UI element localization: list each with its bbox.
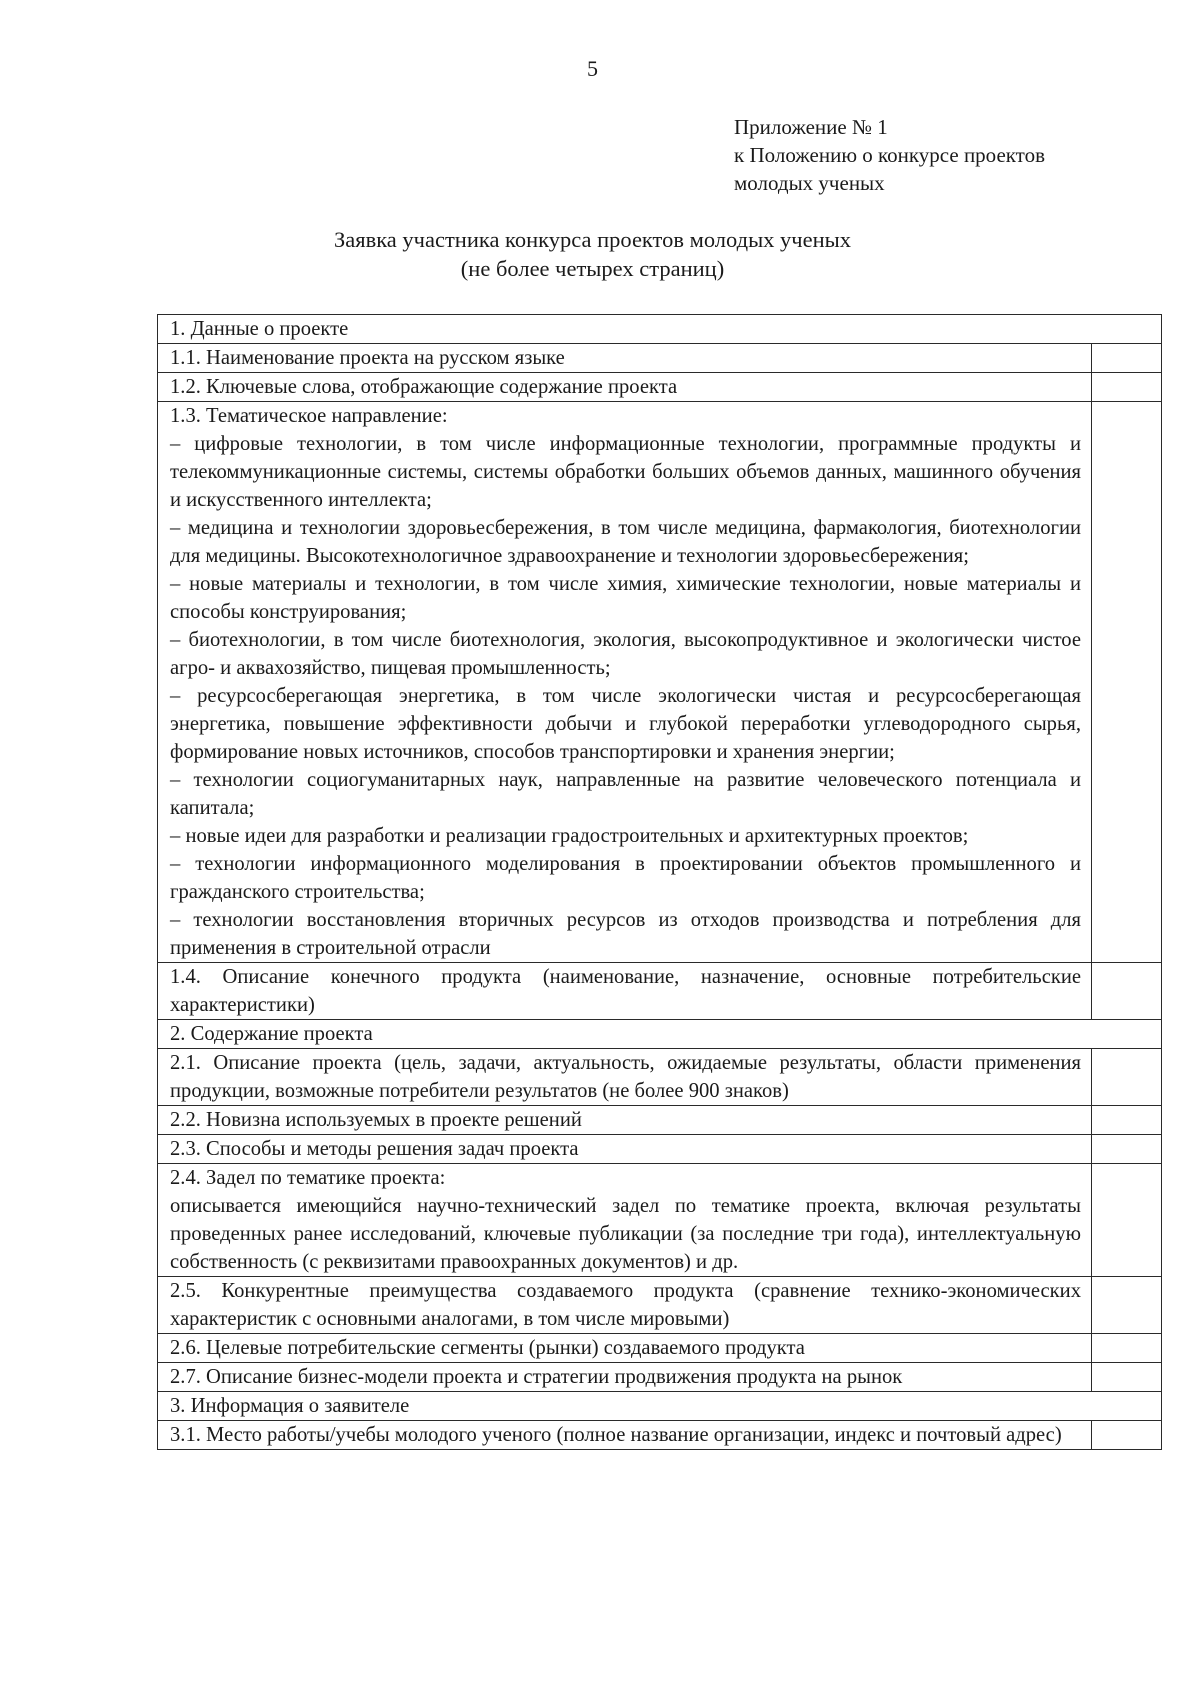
- row-1-2-label: 1.2. Ключевые слова, отображающие содержание проекта: [158, 373, 1092, 402]
- row-1-2-value[interactable]: [1092, 373, 1162, 402]
- table-row: [158, 402, 1162, 963]
- table-row: [158, 1049, 1162, 1106]
- thematic-item-7: – новые идеи для разработки и реализации градостроительных и архитектурных проектов;: [170, 825, 969, 847]
- row-1-1-label: 1.1. Наименование проекта на русском языке: [158, 344, 1092, 373]
- row-2-7-label: 2.7. Описание бизнес-модели проекта и стратегии продвижения продукта на рынок: [158, 1363, 1092, 1392]
- row-2-3-value[interactable]: [1092, 1135, 1162, 1164]
- appendix-line-3: молодых ученых: [734, 171, 885, 195]
- thematic-item-4: – биотехнологии, в том числе биотехнология, экология, высокопродуктивное и экологически чистое агро- и аквахозяйство, пищевая промышленность;: [170, 629, 1081, 679]
- backlog-description: описывается имеющийся научно-технический задел по тематике проекта, включая результаты проведенных ранее исследований, ключевые публикации (за последние три года), интеллектуальную собственность (с реквизитами правоохранных документов) и др.: [170, 1195, 1081, 1273]
- row-1-4-label: 1.4. Описание конечного продукта (наименование, назначение, основные потребительские характеристики): [158, 963, 1092, 1020]
- form-title: [0, 225, 1185, 283]
- appendix-line-2: к Положению о конкурсе проектов: [734, 143, 1046, 167]
- application-form-table: [157, 314, 1162, 1450]
- table-row: [158, 1164, 1162, 1277]
- table-row: [158, 963, 1162, 1020]
- thematic-item-1: – цифровые технологии, в том числе информационные технологии, программные продукты и телекоммуникационные системы, системы обработки больших объемов данных, машинного обучения и искусственного интеллекта;: [170, 433, 1081, 511]
- row-2-2-value[interactable]: [1092, 1106, 1162, 1135]
- row-1-1-value[interactable]: [1092, 344, 1162, 373]
- table-row: [158, 1421, 1162, 1450]
- appendix-reference: [734, 113, 1045, 197]
- row-2-5-value[interactable]: [1092, 1277, 1162, 1334]
- table-row: [158, 373, 1162, 402]
- row-3-1-value[interactable]: [1092, 1421, 1162, 1450]
- form-title-line-1: Заявка участника конкурса проектов молодых ученых: [333, 227, 852, 252]
- thematic-item-9: – технологии восстановления вторичных ресурсов из отходов производства и потребления для применения в строительной отрасли: [170, 909, 1081, 959]
- page-number: 5: [587, 56, 598, 81]
- row-1-3-label: [158, 402, 1092, 963]
- row-3-1-label: 3.1. Место работы/учебы молодого ученого (полное название организации, индекс и почтовый адрес): [158, 1421, 1092, 1450]
- row-2-7-value[interactable]: [1092, 1363, 1162, 1392]
- row-2-2-label: 2.2. Новизна используемых в проекте решений: [158, 1106, 1092, 1135]
- row-1-4-value[interactable]: [1092, 963, 1162, 1020]
- table-row: [158, 1135, 1162, 1164]
- table-row: [158, 1334, 1162, 1363]
- table-row: [158, 1106, 1162, 1135]
- row-2-1-label: 2.1. Описание проекта (цель, задачи, актуальность, ожидаемые результаты, области применения продукции, возможные потребители результатов (не более 900 знаков): [158, 1049, 1092, 1106]
- backlog-heading: 2.4. Задел по тематике проекта:: [170, 1167, 446, 1189]
- row-2-5-label: 2.5. Конкурентные преимущества создаваемого продукта (сравнение технико-экономических характеристик с основными аналогами, в том числе мировыми): [158, 1277, 1092, 1334]
- row-2-3-label: 2.3. Способы и методы решения задач проекта: [158, 1135, 1092, 1164]
- section-row: [158, 315, 1162, 344]
- table-row: [158, 1277, 1162, 1334]
- thematic-item-5: – ресурсосберегающая энергетика, в том числе экологически чистая и ресурсосберегающая энергетика, повышение эффективности добычи и глубокой переработки углеводородного сырья, формирование новых источников, способов транспортировки и хранения энергии;: [170, 685, 1081, 763]
- thematic-item-6: – технологии социогуманитарных наук, направленные на развитие человеческого потенциала и капитала;: [170, 769, 1081, 819]
- row-2-6-value[interactable]: [1092, 1334, 1162, 1363]
- table-row: [158, 344, 1162, 373]
- row-1-3-value[interactable]: [1092, 402, 1162, 963]
- section-2-heading: 2. Содержание проекта: [158, 1020, 1162, 1049]
- form-title-line-2: (не более четырех страниц): [460, 256, 725, 281]
- row-2-1-value[interactable]: [1092, 1049, 1162, 1106]
- thematic-heading: 1.3. Тематическое направление:: [170, 405, 448, 427]
- row-2-4-value[interactable]: [1092, 1164, 1162, 1277]
- thematic-item-3: – новые материалы и технологии, в том числе химия, химические технологии, новые материалы и способы конструирования;: [170, 573, 1081, 623]
- table-row: [158, 1363, 1162, 1392]
- section-row: [158, 1020, 1162, 1049]
- section-3-heading: 3. Информация о заявителе: [158, 1392, 1162, 1421]
- section-row: [158, 1392, 1162, 1421]
- row-2-6-label: 2.6. Целевые потребительские сегменты (рынки) создаваемого продукта: [158, 1334, 1092, 1363]
- thematic-item-2: – медицина и технологии здоровьесбережения, в том числе медицина, фармакология, биотехнологии для медицины. Высокотехнологичное здравоохранение и технологии здоровьесбережения;: [170, 517, 1081, 567]
- appendix-line-1: Приложение № 1: [734, 115, 888, 139]
- section-1-heading: 1. Данные о проекте: [158, 315, 1162, 344]
- row-2-4-label: [158, 1164, 1092, 1277]
- thematic-item-8: – технологии информационного моделирования в проектировании объектов промышленного и гражданского строительства;: [170, 853, 1081, 903]
